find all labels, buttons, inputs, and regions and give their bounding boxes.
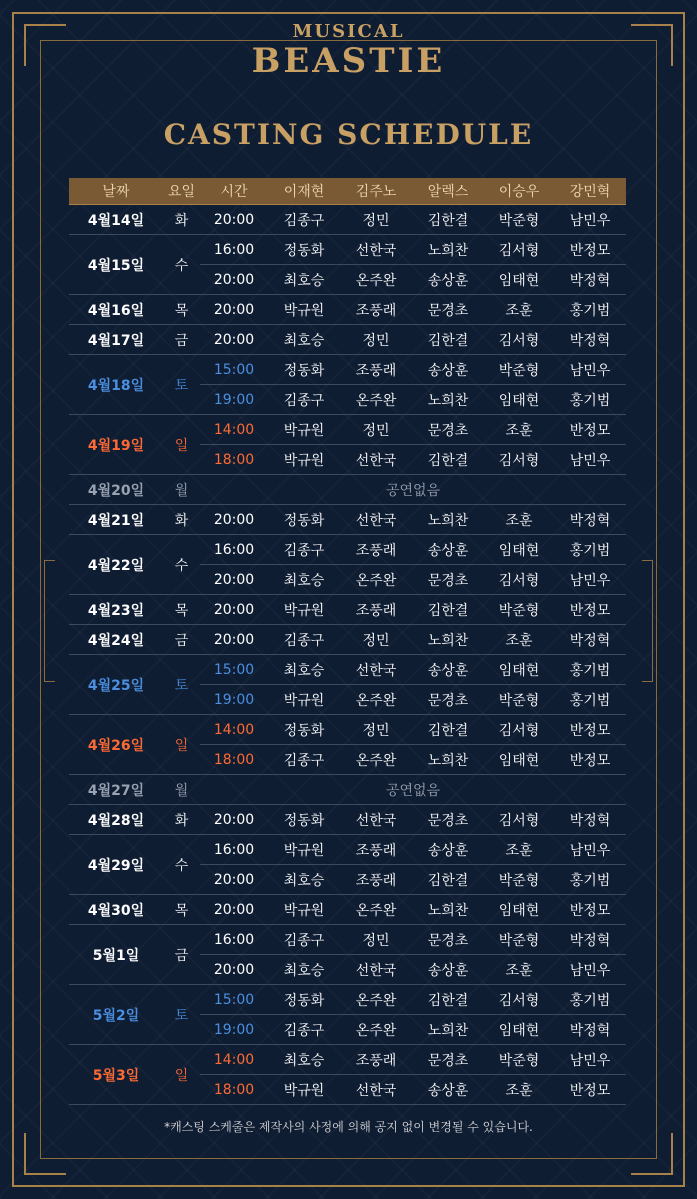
cast-cell: 온주완 [340,685,412,715]
cast-cell: 문경초 [412,925,484,955]
cast-cell: 조풍래 [340,865,412,895]
time-cell: 19:00 [200,685,268,715]
cast-cell: 선한국 [340,235,412,265]
day-cell: 화 [163,205,200,235]
date-cell: 4월21일 [69,505,163,535]
time-cell: 19:00 [200,385,268,415]
cast-cell: 온주완 [340,895,412,925]
column-header: 강민혁 [554,178,626,205]
cast-cell: 박규원 [268,1075,340,1105]
cast-cell: 정동화 [268,715,340,745]
date-cell: 4월26일 [69,715,163,775]
time-cell: 14:00 [200,715,268,745]
cast-cell: 문경초 [412,295,484,325]
cast-cell: 조훈 [484,625,554,655]
cast-cell: 홍기범 [554,685,626,715]
date-cell: 4월20일 [69,475,163,505]
time-cell: 20:00 [200,805,268,835]
cast-cell: 남민우 [554,1045,626,1075]
date-cell: 4월25일 [69,655,163,715]
cast-cell: 박정혁 [554,325,626,355]
cast-cell: 최호승 [268,655,340,685]
cast-cell: 온주완 [340,985,412,1015]
day-cell: 목 [163,895,200,925]
cast-cell: 임태현 [484,535,554,565]
cast-cell: 조훈 [484,955,554,985]
cast-cell: 홍기범 [554,295,626,325]
cast-cell: 김서형 [484,325,554,355]
cast-cell: 송상훈 [412,265,484,295]
date-cell: 4월19일 [69,415,163,475]
cast-cell: 송상훈 [412,655,484,685]
cast-cell: 반정모 [554,745,626,775]
cast-cell: 남민우 [554,205,626,235]
cast-cell: 정동화 [268,235,340,265]
cast-cell: 김종구 [268,745,340,775]
cast-cell: 박정혁 [554,1015,626,1045]
cast-cell: 김종구 [268,535,340,565]
cast-cell: 박정혁 [554,505,626,535]
cast-cell: 노희찬 [412,895,484,925]
cast-cell: 홍기범 [554,985,626,1015]
date-cell: 4월14일 [69,205,163,235]
table-row [69,655,626,685]
cast-cell: 문경초 [412,415,484,445]
day-cell: 일 [163,415,200,475]
cast-cell: 송상훈 [412,835,484,865]
cast-cell: 박정혁 [554,625,626,655]
cast-cell: 문경초 [412,1045,484,1075]
cast-cell: 정민 [340,415,412,445]
cast-cell: 선한국 [340,655,412,685]
table-row [69,1045,626,1075]
column-header: 날짜 [69,178,163,205]
table-row [69,895,626,925]
cast-cell: 조훈 [484,1075,554,1105]
cast-cell: 문경초 [412,565,484,595]
day-cell: 금 [163,325,200,355]
side-ornament [44,560,55,682]
date-cell: 5월3일 [69,1045,163,1105]
cast-cell: 김서형 [484,805,554,835]
cast-cell: 최호승 [268,265,340,295]
table-row [69,805,626,835]
cast-cell: 김종구 [268,1015,340,1045]
cast-cell: 최호승 [268,1045,340,1075]
time-cell: 18:00 [200,445,268,475]
table-row [69,535,626,565]
day-cell: 토 [163,655,200,715]
time-cell: 15:00 [200,655,268,685]
day-cell: 일 [163,715,200,775]
cast-cell: 박규원 [268,445,340,475]
cast-cell: 정동화 [268,805,340,835]
column-header: 알렉스 [412,178,484,205]
cast-cell: 임태현 [484,655,554,685]
cast-cell: 박정혁 [554,265,626,295]
time-cell: 15:00 [200,985,268,1015]
cast-cell: 임태현 [484,895,554,925]
table-row [69,235,626,265]
time-cell: 16:00 [200,925,268,955]
cast-cell: 정동화 [268,355,340,385]
date-cell: 4월23일 [69,595,163,625]
logo-line-1: MUSICAL [292,21,405,42]
date-cell: 4월30일 [69,895,163,925]
time-cell: 16:00 [200,535,268,565]
day-cell: 목 [163,295,200,325]
side-ornament [642,560,653,682]
cast-cell: 박준형 [484,595,554,625]
day-cell: 수 [163,535,200,595]
cast-cell: 박준형 [484,355,554,385]
cast-cell: 남민우 [554,355,626,385]
footnote: *캐스팅 스케줄은 제작사의 사정에 의해 공지 없이 변경될 수 있습니다. [164,1120,533,1134]
cast-cell: 온주완 [340,385,412,415]
day-cell: 금 [163,625,200,655]
cast-cell: 임태현 [484,745,554,775]
table-row [69,835,626,865]
cast-cell: 송상훈 [412,1075,484,1105]
table-row [69,355,626,385]
cast-cell: 박정혁 [554,805,626,835]
cast-cell: 최호승 [268,565,340,595]
cast-cell: 김한결 [412,595,484,625]
no-show-cell: 공연없음 [200,775,626,805]
table-body [69,205,626,1105]
cast-cell: 반정모 [554,895,626,925]
cast-cell: 온주완 [340,265,412,295]
cast-cell: 김서형 [484,235,554,265]
day-cell: 목 [163,595,200,625]
table-row [69,775,626,805]
cast-cell: 송상훈 [412,535,484,565]
cast-cell: 문경초 [412,805,484,835]
cast-cell: 선한국 [340,505,412,535]
cast-cell: 노희찬 [412,745,484,775]
cast-cell: 최호승 [268,865,340,895]
cast-cell: 박준형 [484,865,554,895]
cast-cell: 김서형 [484,565,554,595]
cast-cell: 반정모 [554,595,626,625]
casting-schedule-table [69,178,626,1105]
time-cell: 20:00 [200,265,268,295]
day-cell: 월 [163,475,200,505]
date-cell: 4월27일 [69,775,163,805]
table-row [69,295,626,325]
table-row [69,625,626,655]
day-cell: 금 [163,925,200,985]
cast-cell: 조풍래 [340,595,412,625]
cast-cell: 노희찬 [412,625,484,655]
cast-cell: 남민우 [554,955,626,985]
cast-cell: 선한국 [340,805,412,835]
time-cell: 15:00 [200,355,268,385]
time-cell: 18:00 [200,1075,268,1105]
cast-cell: 박정혁 [554,925,626,955]
cast-cell: 김서형 [484,445,554,475]
cast-cell: 박준형 [484,1045,554,1075]
cast-cell: 김서형 [484,715,554,745]
column-header: 김주노 [340,178,412,205]
date-cell: 4월16일 [69,295,163,325]
cast-cell: 조풍래 [340,1045,412,1075]
cast-cell: 임태현 [484,265,554,295]
time-cell: 18:00 [200,745,268,775]
corner-ornament [631,1133,673,1175]
time-cell: 14:00 [200,1045,268,1075]
table-row [69,205,626,235]
table-row [69,715,626,745]
cast-cell: 조풍래 [340,355,412,385]
date-cell: 4월28일 [69,805,163,835]
date-cell: 4월22일 [69,535,163,595]
table-header-row [69,178,626,205]
table-row [69,475,626,505]
column-header: 이승우 [484,178,554,205]
cast-cell: 김서형 [484,985,554,1015]
cast-cell: 선한국 [340,445,412,475]
cast-cell: 김한결 [412,325,484,355]
cast-cell: 남민우 [554,445,626,475]
time-cell: 20:00 [200,625,268,655]
time-cell: 20:00 [200,955,268,985]
cast-cell: 최호승 [268,955,340,985]
table-row [69,415,626,445]
no-show-cell: 공연없음 [200,475,626,505]
cast-cell: 노희찬 [412,505,484,535]
corner-ornament [24,1133,66,1175]
cast-cell: 온주완 [340,745,412,775]
table-row [69,505,626,535]
day-cell: 수 [163,835,200,895]
cast-cell: 남민우 [554,835,626,865]
cast-cell: 반정모 [554,1075,626,1105]
cast-cell: 조훈 [484,295,554,325]
day-cell: 화 [163,805,200,835]
cast-cell: 정민 [340,205,412,235]
cast-cell: 송상훈 [412,955,484,985]
date-cell: 4월18일 [69,355,163,415]
date-cell: 4월15일 [69,235,163,295]
cast-cell: 박준형 [484,685,554,715]
table-row [69,925,626,955]
cast-cell: 정동화 [268,505,340,535]
cast-cell: 박준형 [484,925,554,955]
cast-cell: 김종구 [268,205,340,235]
date-cell: 4월17일 [69,325,163,355]
cast-cell: 송상훈 [412,355,484,385]
logo-line-2: BEASTIE [251,41,446,81]
day-cell: 수 [163,235,200,295]
musical-logo [0,22,697,80]
time-cell: 16:00 [200,835,268,865]
date-cell: 4월24일 [69,625,163,655]
cast-cell: 홍기범 [554,865,626,895]
day-cell: 화 [163,505,200,535]
cast-cell: 반정모 [554,715,626,745]
date-cell: 4월29일 [69,835,163,895]
cast-cell: 박규원 [268,835,340,865]
cast-cell: 박규원 [268,895,340,925]
page-title: CASTING SCHEDULE [163,118,534,151]
column-header: 시간 [200,178,268,205]
cast-cell: 박규원 [268,295,340,325]
cast-cell: 노희찬 [412,385,484,415]
cast-cell: 김종구 [268,385,340,415]
cast-cell: 임태현 [484,1015,554,1045]
time-cell: 16:00 [200,235,268,265]
table-row [69,325,626,355]
cast-cell: 김한결 [412,205,484,235]
day-cell: 토 [163,985,200,1045]
time-cell: 14:00 [200,415,268,445]
time-cell: 20:00 [200,595,268,625]
time-cell: 20:00 [200,865,268,895]
cast-cell: 박규원 [268,595,340,625]
cast-cell: 김한결 [412,445,484,475]
cast-cell: 김한결 [412,865,484,895]
date-cell: 5월2일 [69,985,163,1045]
cast-cell: 정민 [340,715,412,745]
cast-cell: 문경초 [412,685,484,715]
cast-cell: 노희찬 [412,235,484,265]
cast-cell: 김종구 [268,625,340,655]
cast-cell: 정민 [340,325,412,355]
cast-cell: 선한국 [340,1075,412,1105]
cast-cell: 김한결 [412,985,484,1015]
time-cell: 20:00 [200,295,268,325]
column-header: 이재현 [268,178,340,205]
cast-cell: 홍기범 [554,655,626,685]
table-row [69,595,626,625]
cast-cell: 조풍래 [340,295,412,325]
table-row [69,985,626,1015]
cast-cell: 선한국 [340,955,412,985]
cast-cell: 홍기범 [554,385,626,415]
cast-cell: 남민우 [554,565,626,595]
cast-cell: 조풍래 [340,835,412,865]
cast-cell: 조풍래 [340,535,412,565]
time-cell: 20:00 [200,325,268,355]
cast-cell: 온주완 [340,1015,412,1045]
cast-cell: 박규원 [268,415,340,445]
cast-cell: 정동화 [268,985,340,1015]
cast-cell: 김한결 [412,715,484,745]
cast-cell: 조훈 [484,415,554,445]
cast-cell: 김종구 [268,925,340,955]
date-cell: 5월1일 [69,925,163,985]
cast-cell: 홍기범 [554,535,626,565]
cast-cell: 박준형 [484,205,554,235]
cast-cell: 정민 [340,625,412,655]
cast-cell: 반정모 [554,235,626,265]
cast-cell: 조훈 [484,505,554,535]
time-cell: 19:00 [200,1015,268,1045]
cast-cell: 박규원 [268,685,340,715]
day-cell: 토 [163,355,200,415]
cast-cell: 반정모 [554,415,626,445]
day-cell: 일 [163,1045,200,1105]
cast-cell: 조훈 [484,835,554,865]
cast-cell: 노희찬 [412,1015,484,1045]
time-cell: 20:00 [200,505,268,535]
time-cell: 20:00 [200,895,268,925]
time-cell: 20:00 [200,205,268,235]
time-cell: 20:00 [200,565,268,595]
day-cell: 월 [163,775,200,805]
cast-cell: 임태현 [484,385,554,415]
cast-cell: 정민 [340,925,412,955]
column-header: 요일 [163,178,200,205]
cast-cell: 최호승 [268,325,340,355]
cast-cell: 온주완 [340,565,412,595]
